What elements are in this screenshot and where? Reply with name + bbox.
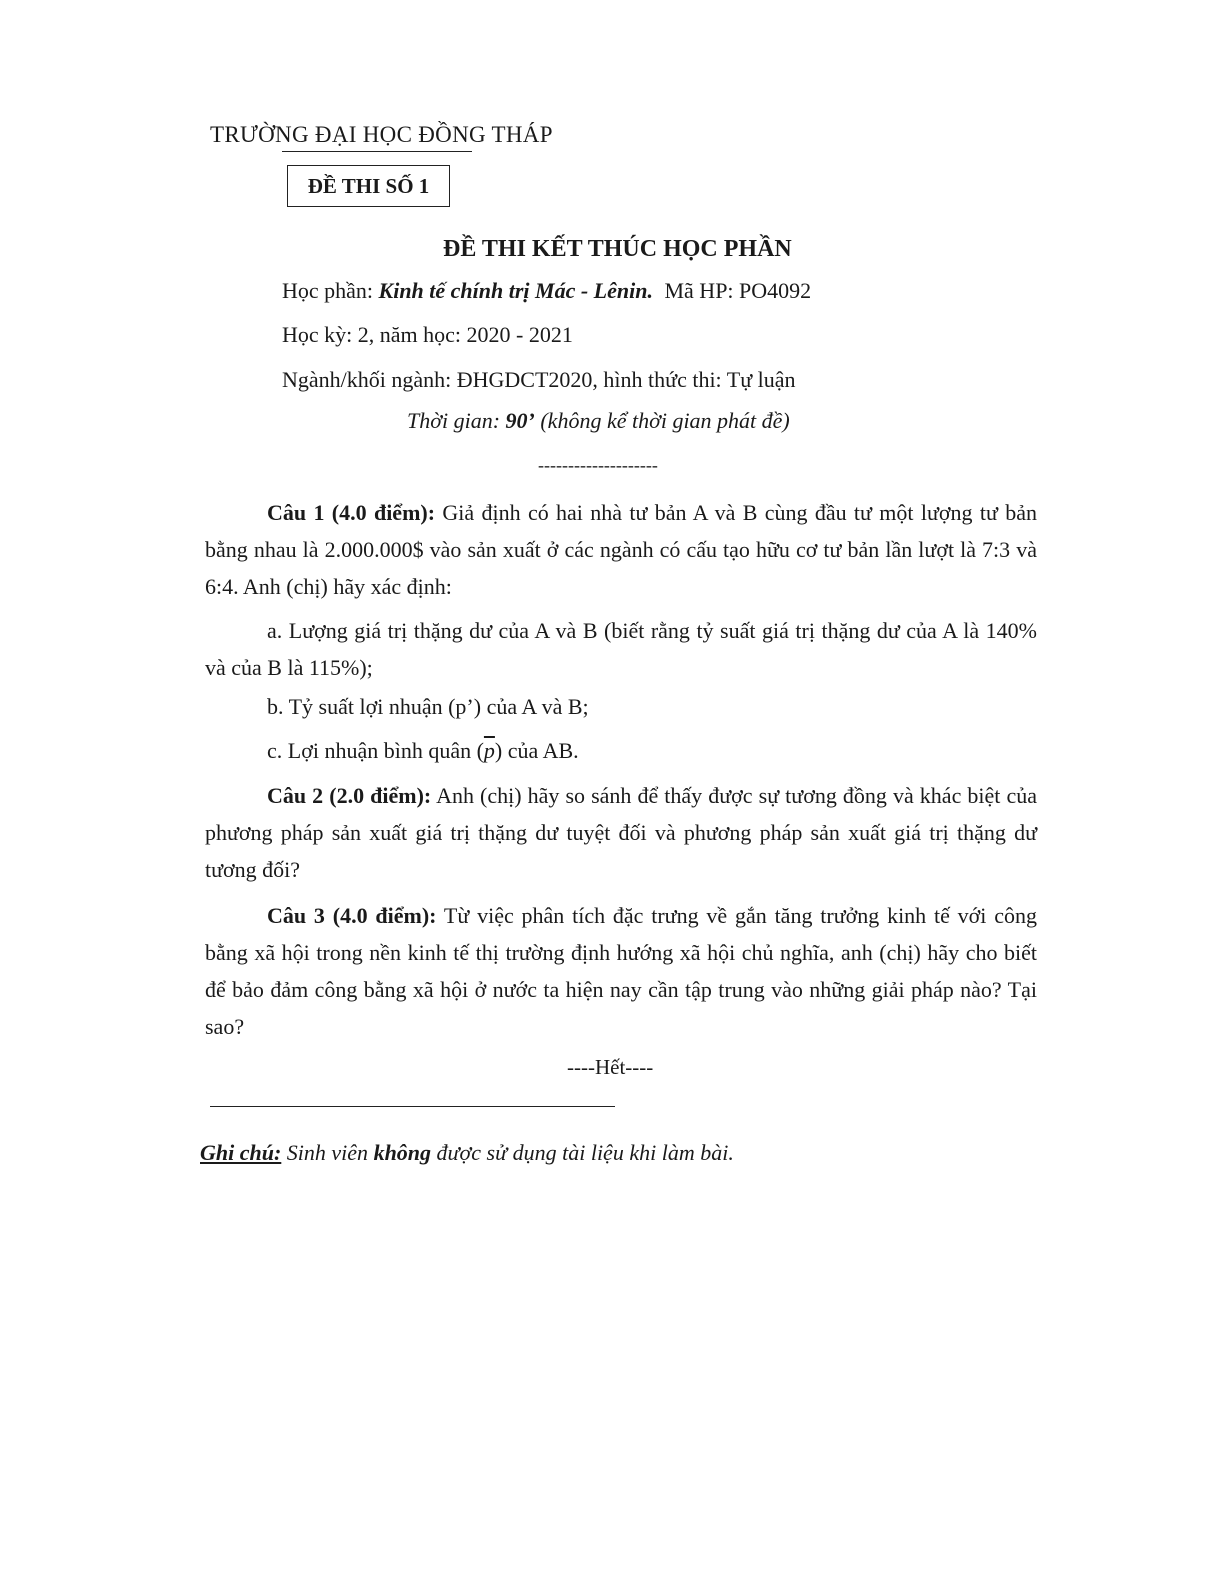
course-code: Mã HP: PO4092 [664,278,812,303]
footnote-post: được sử dụng tài liệu khi làm bài. [436,1140,734,1165]
footnote-bold: không [373,1140,432,1165]
time-note: (không kể thời gian phát đề) [540,408,790,433]
end-mark: ----Hết---- [567,1055,654,1079]
footnote [200,1140,734,1166]
exam-number: ĐỀ THI SỐ 1 [307,173,430,198]
question-1 [205,494,1037,605]
footnote-pre: Sinh viên [286,1140,369,1165]
school-name: TRƯỜNG ĐẠI HỌC ĐỒNG THÁP [210,122,553,147]
footnote-label: Ghi chú: [200,1140,282,1165]
question-3 [205,897,1037,1045]
question-1-text: Giả định có hai nhà tư bản A và B cùng đầu tư một lượng tư bản bằng nhau là 2.000.000$ vào sản xuất ở các ngành có cấu tạo hữu cơ tư bản lần lượt là 7:3 và 6:4. Anh (chị) hãy xác định: [205,500,1037,599]
school-underline [282,151,472,152]
question-2 [205,777,1037,888]
question-3-text: Từ việc phân tích đặc trưng về gắn tăng trưởng kinh tế với công bằng xã hội trong nền kinh tế thị trường định hướng xã hội chủ nghĩa, anh (chị) hãy cho biết để bảo đảm công bằng xã hội ở nước ta hiện nay cần tập trung vào những giải pháp nào? Tại sao? [205,903,1037,1039]
time-label: Thời gian: [407,408,501,433]
question-1-label: Câu 1 (4.0 điểm): [267,500,436,525]
question-1-part-c [205,732,1037,769]
separator: -------------------- [538,455,658,475]
question-1-part-c-suffix: ) của AB. [494,738,579,763]
question-1-part-c-prefix: c. Lợi nhuận bình quân ( [267,738,484,763]
average-profit-symbol: $\overline{p}$ [483,738,495,763]
course-name: Kinh tế chính trị Mác - Lênin. [378,278,653,303]
time-value: 90’ [505,408,535,433]
question-1-part-a: a. Lượng giá trị thặng dư của A và B (biết rằng tỷ suất giá trị thặng dư của A là 140% và của B là 115%); [205,618,1037,680]
course-line [282,278,811,304]
course-label: Học phần: [282,278,374,303]
question-2-label: Câu 2 (2.0 điểm): [267,783,432,808]
time-line [407,408,790,434]
footer-rule [210,1106,615,1107]
major-line: Ngành/khối ngành: ĐHGDCT2020, hình thức thi: Tự luận [282,367,796,392]
question-1-part-b: b. Tỷ suất lợi nhuận (p’) của A và B; [267,694,589,719]
question-3-label: Câu 3 (4.0 điểm): [267,903,437,928]
exam-number-box [287,165,450,207]
question-2-text: Anh (chị) hãy so sánh để thấy được sự tương đồng và khác biệt của phương pháp sản xuất giá trị thặng dư tuyệt đối và phương pháp sản xuất giá trị thặng dư tương đối? [205,783,1037,882]
exam-title: ĐỀ THI KẾT THÚC HỌC PHẦN [443,236,792,262]
semester-line: Học kỳ: 2, năm học: 2020 - 2021 [282,322,573,347]
